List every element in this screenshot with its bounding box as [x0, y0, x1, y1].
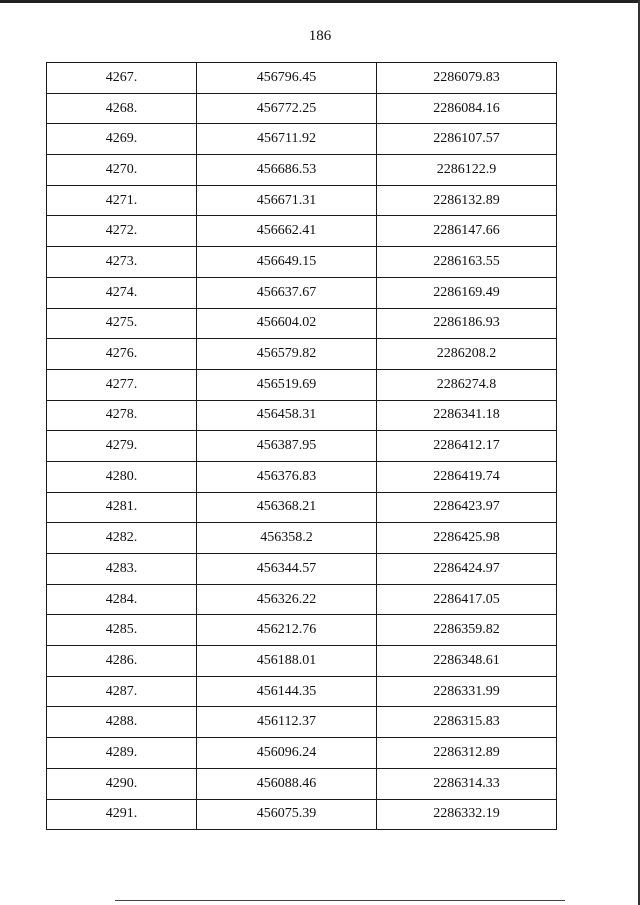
x-coordinate-cell: 456387.95	[197, 431, 377, 462]
y-coordinate-cell: 2286122.9	[377, 155, 557, 186]
table-row	[47, 308, 557, 339]
x-coordinate-cell: 456358.2	[197, 523, 377, 554]
x-coordinate-cell: 456075.39	[197, 799, 377, 830]
point-number-cell: 4278.	[47, 400, 197, 431]
table-row	[47, 615, 557, 646]
x-coordinate-cell: 456088.46	[197, 768, 377, 799]
coordinates-table	[46, 62, 557, 830]
x-coordinate-cell: 456649.15	[197, 247, 377, 278]
x-coordinate-cell: 456144.35	[197, 676, 377, 707]
point-number-cell: 4289.	[47, 738, 197, 769]
point-number-cell: 4290.	[47, 768, 197, 799]
table-row	[47, 155, 557, 186]
point-number-cell: 4273.	[47, 247, 197, 278]
point-number-cell: 4286.	[47, 646, 197, 677]
point-number-cell: 4282.	[47, 523, 197, 554]
x-coordinate-cell: 456458.31	[197, 400, 377, 431]
table-row	[47, 646, 557, 677]
x-coordinate-cell: 456604.02	[197, 308, 377, 339]
point-number-cell: 4270.	[47, 155, 197, 186]
point-number-cell: 4285.	[47, 615, 197, 646]
x-coordinate-cell: 456772.25	[197, 93, 377, 124]
y-coordinate-cell: 2286423.97	[377, 492, 557, 523]
y-coordinate-cell: 2286424.97	[377, 554, 557, 585]
y-coordinate-cell: 2286132.89	[377, 185, 557, 216]
y-coordinate-cell: 2286163.55	[377, 247, 557, 278]
point-number-cell: 4271.	[47, 185, 197, 216]
table-row	[47, 339, 557, 370]
point-number-cell: 4272.	[47, 216, 197, 247]
x-coordinate-cell: 456376.83	[197, 461, 377, 492]
table-row	[47, 247, 557, 278]
page-number: 186	[308, 28, 332, 44]
point-number-cell: 4280.	[47, 461, 197, 492]
table-row	[47, 63, 557, 94]
table-row	[47, 369, 557, 400]
y-coordinate-cell: 2286412.17	[377, 431, 557, 462]
y-coordinate-cell: 2286147.66	[377, 216, 557, 247]
x-coordinate-cell: 456711.92	[197, 124, 377, 155]
x-coordinate-cell: 456662.41	[197, 216, 377, 247]
point-number-cell: 4287.	[47, 676, 197, 707]
y-coordinate-cell: 2286331.99	[377, 676, 557, 707]
point-number-cell: 4275.	[47, 308, 197, 339]
y-coordinate-cell: 2286341.18	[377, 400, 557, 431]
y-coordinate-cell: 2286417.05	[377, 584, 557, 615]
y-coordinate-cell: 2286314.33	[377, 768, 557, 799]
x-coordinate-cell: 456112.37	[197, 707, 377, 738]
scan-edge-bottom	[115, 900, 565, 901]
point-number-cell: 4277.	[47, 369, 197, 400]
table-row	[47, 768, 557, 799]
coordinates-table-body	[47, 63, 557, 830]
point-number-cell: 4284.	[47, 584, 197, 615]
y-coordinate-cell: 2286332.19	[377, 799, 557, 830]
table-row	[47, 584, 557, 615]
table-row	[47, 676, 557, 707]
y-coordinate-cell: 2286084.16	[377, 93, 557, 124]
x-coordinate-cell: 456212.76	[197, 615, 377, 646]
y-coordinate-cell: 2286312.89	[377, 738, 557, 769]
table-row	[47, 185, 557, 216]
point-number-cell: 4291.	[47, 799, 197, 830]
table-row	[47, 799, 557, 830]
point-number-cell: 4274.	[47, 277, 197, 308]
x-coordinate-cell: 456671.31	[197, 185, 377, 216]
x-coordinate-cell: 456519.69	[197, 369, 377, 400]
y-coordinate-cell: 2286274.8	[377, 369, 557, 400]
x-coordinate-cell: 456368.21	[197, 492, 377, 523]
x-coordinate-cell: 456096.24	[197, 738, 377, 769]
scan-edge-top	[0, 0, 640, 3]
table-row	[47, 461, 557, 492]
y-coordinate-cell: 2286208.2	[377, 339, 557, 370]
x-coordinate-cell: 456796.45	[197, 63, 377, 94]
y-coordinate-cell: 2286169.49	[377, 277, 557, 308]
x-coordinate-cell: 456344.57	[197, 554, 377, 585]
table-row	[47, 738, 557, 769]
y-coordinate-cell: 2286419.74	[377, 461, 557, 492]
y-coordinate-cell: 2286348.61	[377, 646, 557, 677]
table-row	[47, 277, 557, 308]
point-number-cell: 4276.	[47, 339, 197, 370]
x-coordinate-cell: 456188.01	[197, 646, 377, 677]
table-row	[47, 554, 557, 585]
table-row	[47, 523, 557, 554]
point-number-cell: 4268.	[47, 93, 197, 124]
table-row	[47, 216, 557, 247]
table-row	[47, 400, 557, 431]
table-row	[47, 124, 557, 155]
table-row	[47, 492, 557, 523]
y-coordinate-cell: 2286315.83	[377, 707, 557, 738]
y-coordinate-cell: 2286107.57	[377, 124, 557, 155]
y-coordinate-cell: 2286079.83	[377, 63, 557, 94]
x-coordinate-cell: 456637.67	[197, 277, 377, 308]
table-row	[47, 707, 557, 738]
x-coordinate-cell: 456326.22	[197, 584, 377, 615]
point-number-cell: 4269.	[47, 124, 197, 155]
x-coordinate-cell: 456579.82	[197, 339, 377, 370]
y-coordinate-cell: 2286359.82	[377, 615, 557, 646]
y-coordinate-cell: 2286186.93	[377, 308, 557, 339]
table-row	[47, 431, 557, 462]
point-number-cell: 4279.	[47, 431, 197, 462]
table-row	[47, 93, 557, 124]
y-coordinate-cell: 2286425.98	[377, 523, 557, 554]
point-number-cell: 4281.	[47, 492, 197, 523]
point-number-cell: 4288.	[47, 707, 197, 738]
point-number-cell: 4267.	[47, 63, 197, 94]
x-coordinate-cell: 456686.53	[197, 155, 377, 186]
point-number-cell: 4283.	[47, 554, 197, 585]
